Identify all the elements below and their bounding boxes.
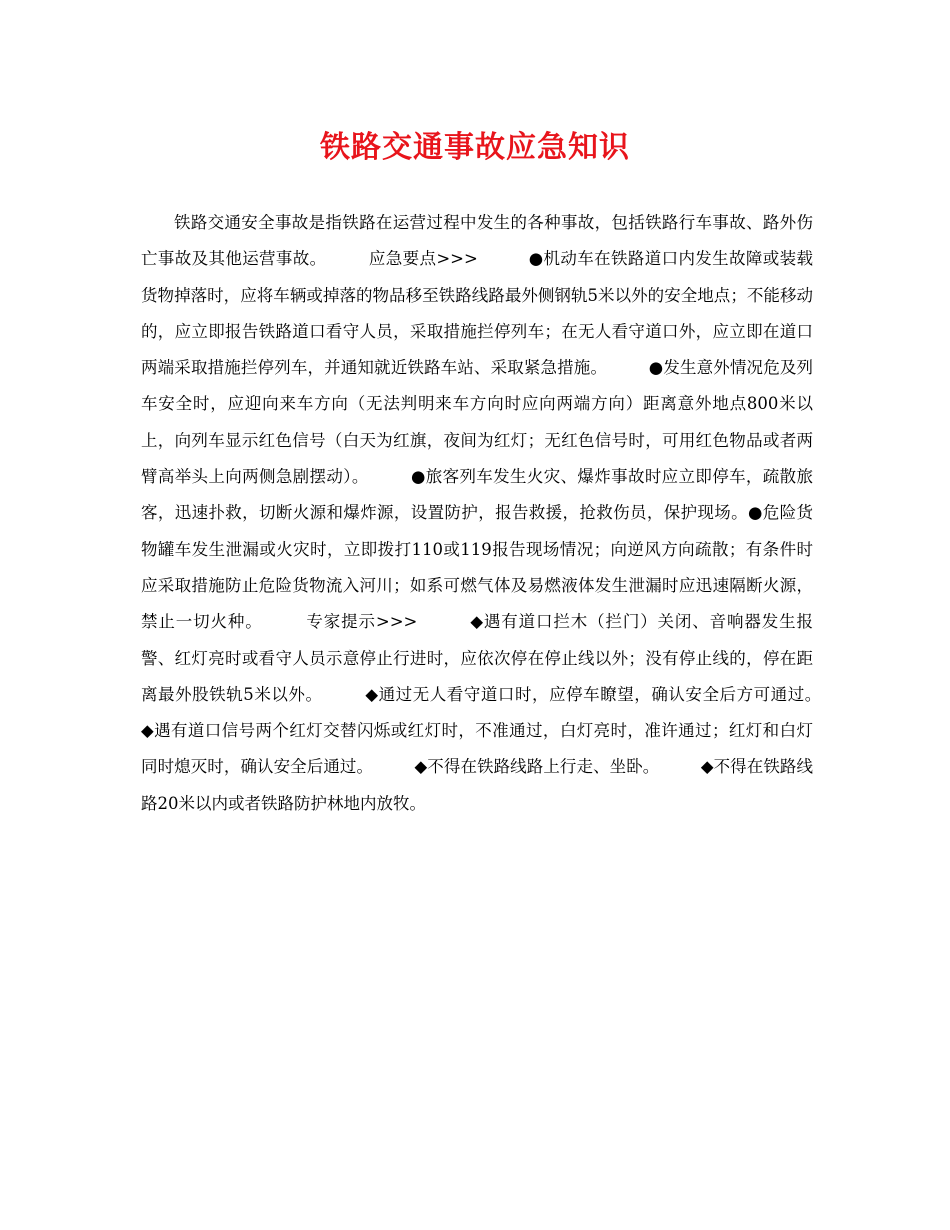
document-body: 铁路交通安全事故是指铁路在运营过程中发生的各种事故，包括铁路行车事故、路外伤亡事故及其他运营事故。 应急要点>>> ●机动车在铁路道口内发生故障或装载货物掉落时，应将车辆或掉落的物品移至铁路线路最外侧钢轨5米以外的安全地点；不能移动的，应立即报告铁路道口看守人员，采取措施拦停列车；在无人看守道口外，应立即在道口两端采取措施拦停列车，并通知就近铁路车站、采取紧急措施。 ●发生意外情况危及列车安全时，应迎向来车方向（无法判明来车方向时应向两端方向）距离意外地点800米以上，向列车显示红色信号（白天为红旗，夜间为红灯；无红色信号时，可用红色物品或者两臂高举头上向两侧急剧摆动）。 ●旅客列车发生火灾、爆炸事故时应立即停车，疏散旅客，迅速扑救，切断火源和爆炸源，设置防护，报告救援，抢救伤员，保护现场。●危险货物罐车发生泄漏或火灾时，立即拨打110或119报告现场情况；向逆风方向疏散；有条件时应采取措施防止危险货物流入河川；如系可燃气体及易燃液体发生泄漏时应迅速隔断火源，禁止一切火种。 专家提示>>> ◆遇有道口拦木（拦门）关闭、音响器发生报警、红灯亮时或看守人员示意停止行进时，应依次停在停止线以外；没有停止线的，停在距离最外股铁轨5米以外。 ◆通过无人看守道口时，应停车瞭望，确认安全后方可通过。 ◆遇有道口信号两个红灯交替闪烁或红灯时，不准通过，白灯亮时，准许通过；红灯和白灯同时熄灭时，确认安全后通过。 ◆不得在铁路线路上行走、坐卧。 ◆不得在铁路线路20米以内或者铁路防护林地内放牧。 — [141, 213, 863, 813]
document-title: 铁路交通事故应急知识 — [320, 130, 630, 165]
